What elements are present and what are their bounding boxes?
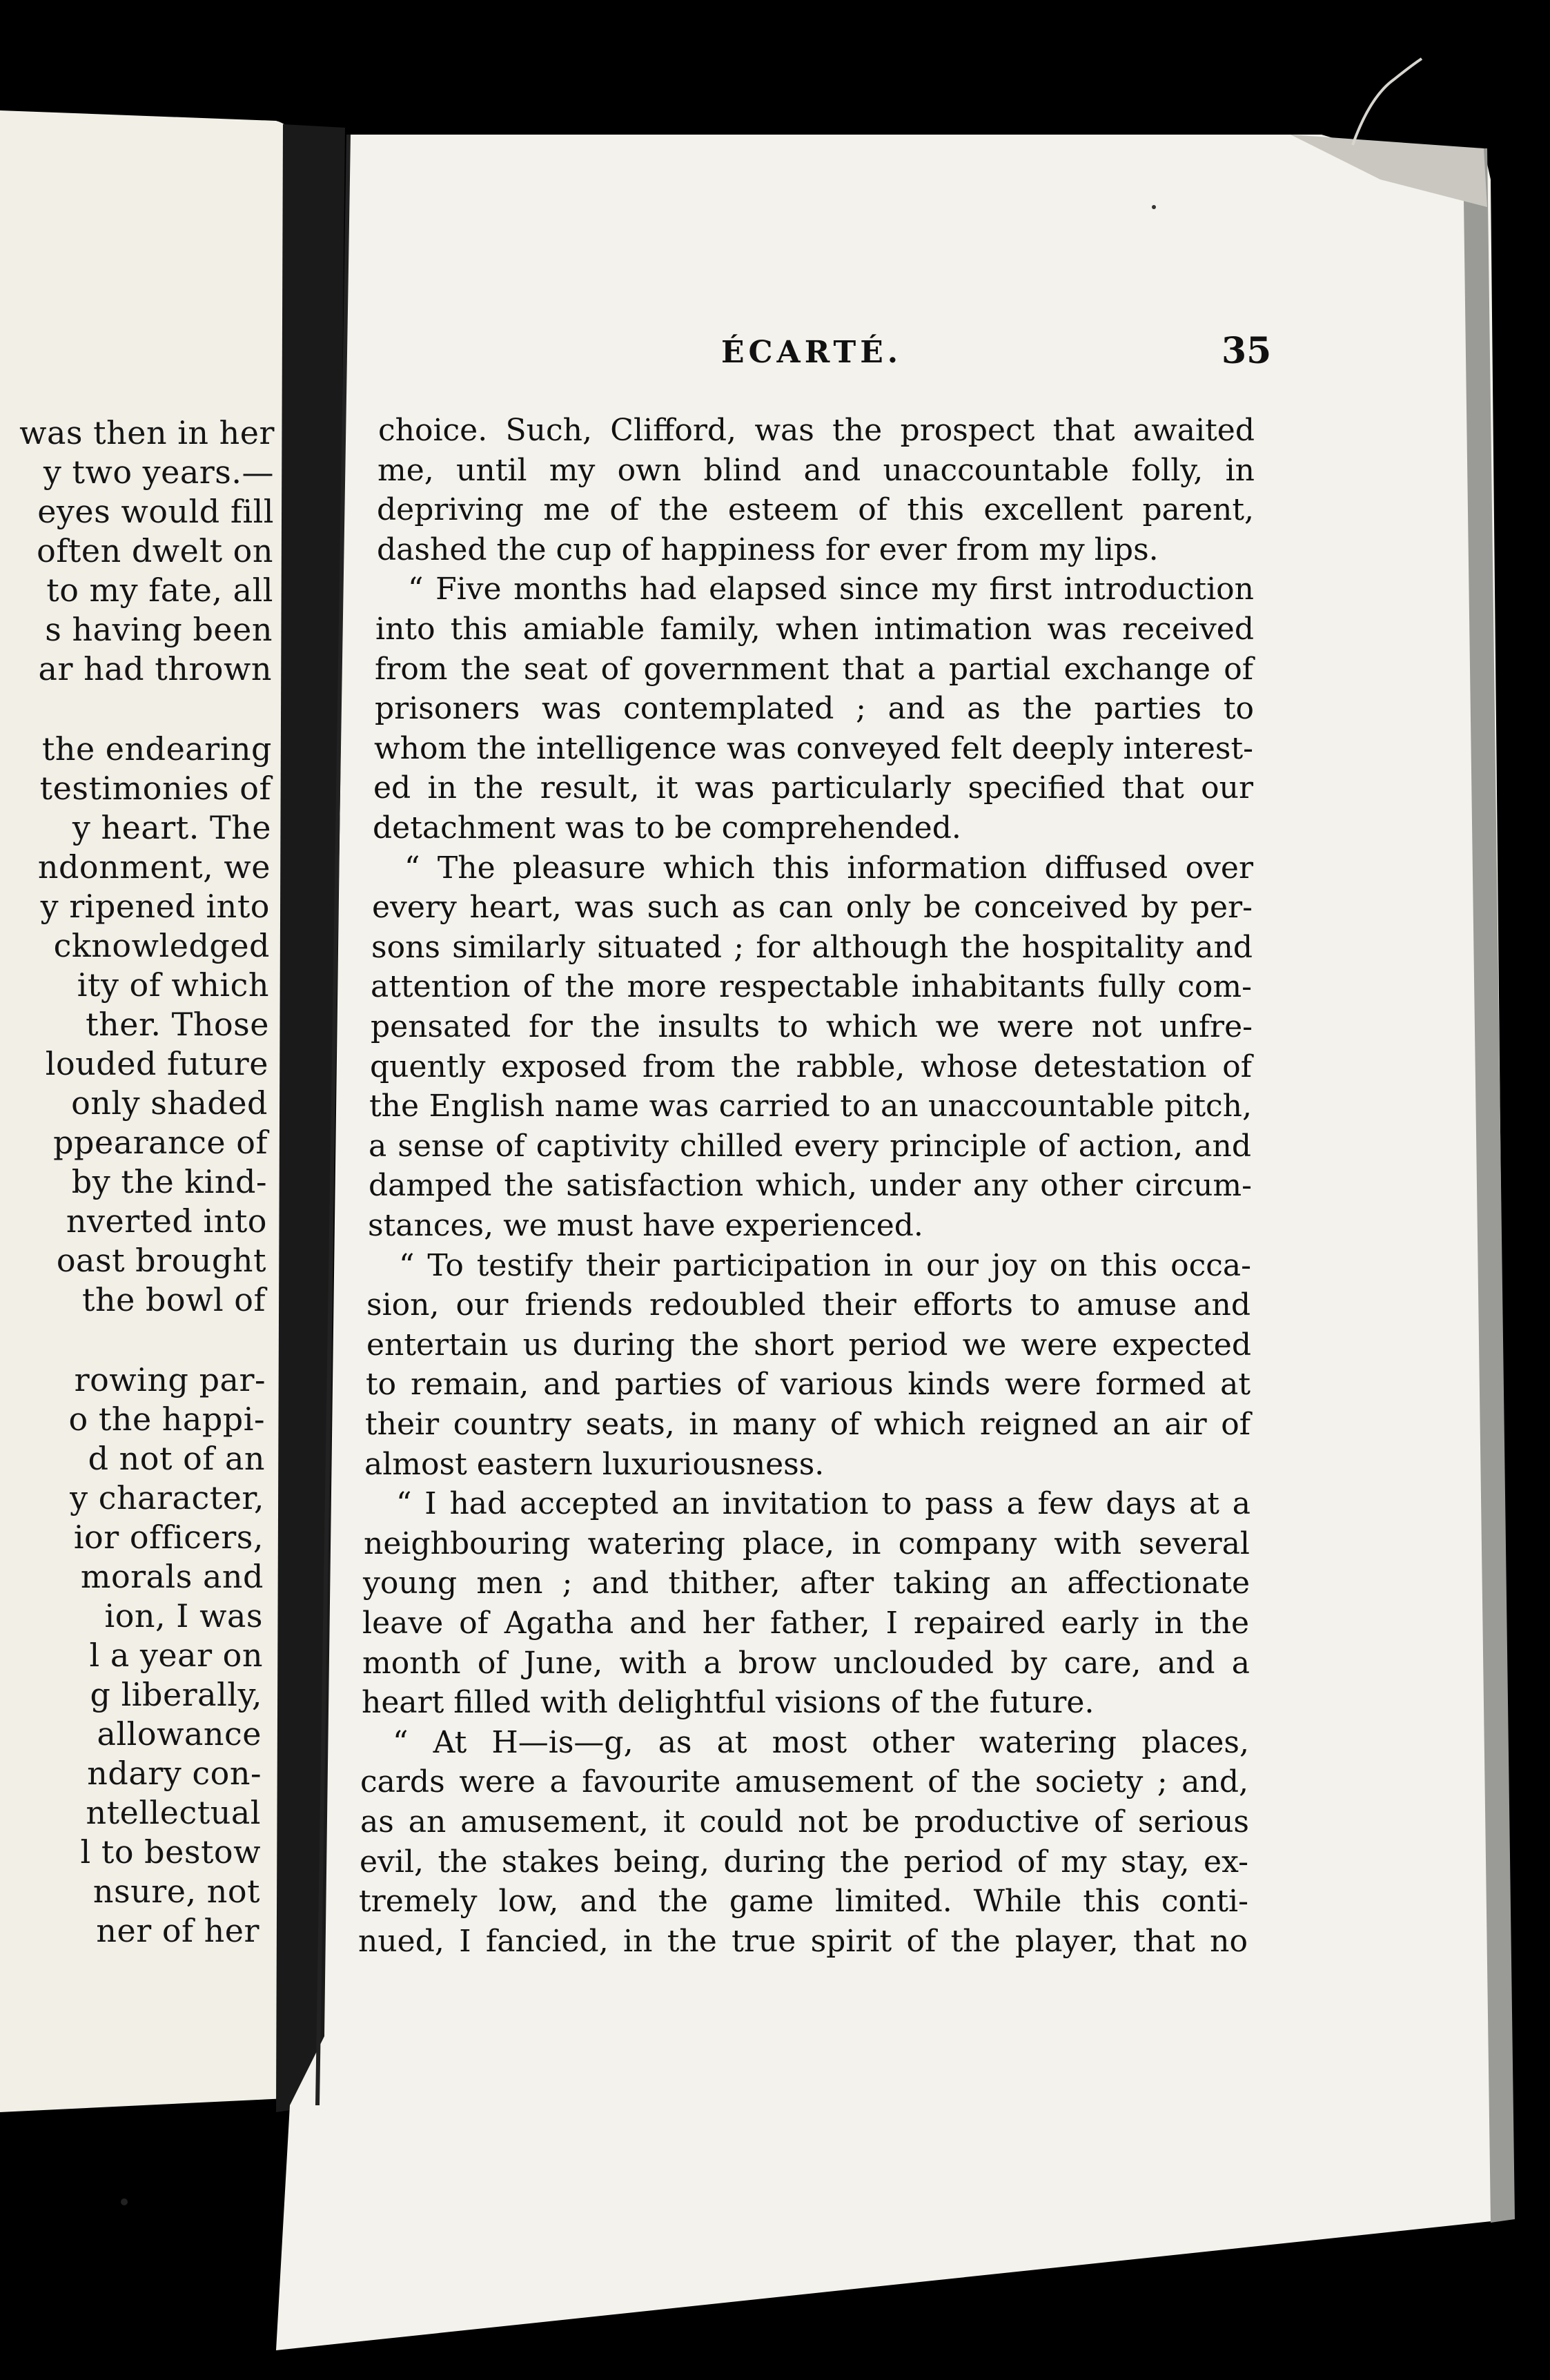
body-text-line: “ The pleasure which this information diffused over (404, 850, 1253, 886)
body-text-line: detachment was to be comprehended. (373, 810, 961, 846)
page-number: 35 (1222, 330, 1272, 372)
body-text-line: quently exposed from the rabble, whose detestation of (370, 1048, 1252, 1084)
body-text-line: me, until my own blind and unaccountable folly, in (377, 452, 1255, 488)
left-page-line: ndonment, we (37, 848, 271, 886)
left-page-line: only shaded (71, 1084, 268, 1122)
body-text-line: dashed the cup of happiness for ever from my lips. (377, 531, 1159, 567)
body-text-line: to remain, and parties of various kinds were formed at (366, 1367, 1250, 1403)
body-text-line: “ I had accepted an invitation to pass a few days at a (396, 1486, 1250, 1522)
left-page-line: y heart. The (72, 809, 271, 846)
left-page-line: often dwelt on (37, 532, 273, 569)
body-text-line: damped the satisfaction which, under any other circum- (369, 1168, 1252, 1204)
body-text-line: sion, our friends redoubled their efforts to amuse and (366, 1287, 1250, 1323)
body-text-line: the English name was carried to an unaccountable pitch, (369, 1089, 1252, 1124)
left-page-line: testimonies of (39, 770, 271, 807)
left-page-line: ity of which (77, 966, 269, 1004)
left-page-line: g liberally, (90, 1676, 262, 1713)
left-page-line: s having been (45, 611, 273, 648)
body-text-line: whom the intelligence was conveyed felt deeply interest- (374, 730, 1253, 766)
body-text-line: heart filled with delightful visions of the future. (362, 1685, 1095, 1721)
left-page-line: ner of her (96, 1912, 259, 1949)
body-text-line: depriving me of the esteem of this excellent parent, (377, 492, 1254, 528)
body-text-line: choice. Such, Clifford, was the prospect that awaited (378, 413, 1255, 448)
left-page-line: ther. Those (86, 1006, 269, 1043)
left-page-line: oast brought (56, 1242, 266, 1279)
running-head: ÉCARTÉ. (721, 335, 903, 370)
left-page-line: to my fate, all (46, 572, 273, 609)
left-page-line: nverted into (66, 1202, 267, 1240)
left-page-line: allowance (97, 1715, 262, 1753)
body-text-line: almost eastern luxuriousness. (364, 1446, 825, 1482)
body-text-line: tremely low, and the game limited. While this conti- (359, 1884, 1248, 1920)
left-page-line: y two years.— (43, 453, 274, 491)
body-text-line: into this amiable family, when intimation was received (375, 612, 1254, 647)
body-text-line: neighbouring watering place, in company with several (364, 1525, 1250, 1561)
body-text-line: leave of Agatha and her father, I repaired early in the (362, 1606, 1249, 1641)
left-page-line: o the happi- (68, 1401, 265, 1438)
left-page-line: y ripened into (40, 888, 270, 925)
body-text-line: month of June, with a brow unclouded by care, and a (362, 1645, 1250, 1681)
left-page-line: ior officers, (73, 1519, 264, 1556)
body-text-line: “ Five months had elapsed since my first introduction (408, 572, 1254, 607)
body-text-line: sons similarly situated ; for although the hospitality and (371, 929, 1253, 965)
left-page-line: rowing par- (74, 1361, 266, 1398)
body-text-line: “ To testify their participation in our joy on this occa- (399, 1247, 1251, 1283)
left-page-line: nsure, not (92, 1873, 260, 1910)
left-page-line: d not of an (88, 1440, 265, 1477)
body-text-line: attention of the more respectable inhabitants fully com- (371, 969, 1252, 1005)
left-page-line: y character, (70, 1479, 264, 1516)
left-page-line: louded future (45, 1045, 268, 1082)
left-page-line: ar had thrown (38, 650, 272, 687)
body-text-line: cards were a favourite amusement of the society ; and, (360, 1764, 1248, 1800)
left-page-line: was then in her (19, 414, 275, 451)
left-page-line: the bowl of (81, 1281, 266, 1318)
body-text-line: stances, we must have experienced. (368, 1208, 923, 1243)
left-page-line: ntellectual (86, 1794, 261, 1831)
body-text-line: nued, I fancied, in the true spirit of the player, that no (358, 1923, 1248, 1959)
body-text-line: young men ; and thither, after taking an affectionate (363, 1565, 1250, 1601)
left-page-line: the endearing (41, 730, 272, 768)
left-page-line: ppearance of (53, 1124, 268, 1161)
left-page-line: cknowledged (53, 927, 270, 964)
body-text-line: prisoners was contemplated ; and as the parties to (375, 691, 1254, 727)
body-text-line: “ At H—is—g, as at most other watering places, (393, 1724, 1249, 1760)
body-text-line: ed in the result, it was particularly specified that our (373, 770, 1253, 806)
body-text-line: every heart, was such as can only be conceived by per- (372, 890, 1253, 926)
left-page-line: by the kind- (71, 1163, 267, 1200)
left-page-line: l to bestow (80, 1833, 261, 1871)
left-page-line: l a year on (89, 1637, 263, 1674)
left-page-line: ndary con- (87, 1755, 262, 1792)
left-page-line: eyes would fill (37, 493, 274, 530)
body-text-line: their country seats, in many of which reigned an air of (365, 1407, 1250, 1442)
left-page-line: morals and (80, 1558, 264, 1595)
body-text-line: entertain us during the short period we were expected (366, 1327, 1251, 1363)
body-text-line: pensated for the insults to which we were not unfre- (371, 1009, 1253, 1044)
body-text-line: evil, the stakes being, during the period of my stay, ex- (360, 1844, 1248, 1880)
body-text-line: as an amusement, it could not be productive of serious (360, 1804, 1249, 1840)
left-page-line: ion, I was (104, 1597, 263, 1635)
body-text-line: a sense of captivity chilled every principle of action, and (369, 1128, 1251, 1164)
body-text-line: from the seat of government that a partial exchange of (375, 651, 1253, 687)
